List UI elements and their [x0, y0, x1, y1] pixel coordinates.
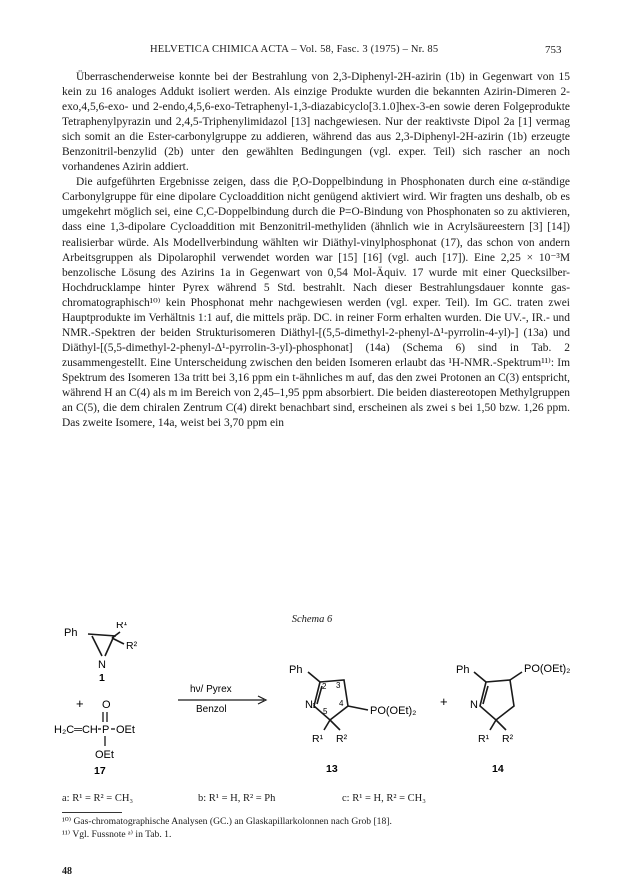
reaction-scheme: [50, 622, 590, 782]
compound-17-label: 17: [94, 765, 106, 777]
product13-ph-label: Ph: [289, 664, 303, 676]
footnote-rule: [62, 812, 122, 813]
product14-ring: [474, 672, 522, 730]
ring13-pos-5: 5: [323, 707, 328, 716]
signature-mark: 48: [62, 866, 72, 877]
phosphonate-o-label: O: [102, 699, 111, 711]
product14-r2-label: R²: [502, 733, 514, 745]
phosphonate-oet-bottom: OEt: [95, 749, 114, 761]
azirine-r2-label: R²: [126, 640, 138, 652]
body-text: [62, 70, 570, 431]
product14-phosphonate-label: PO(OEt)₂: [524, 663, 571, 675]
paragraph-1: Überraschenderweise konnte bei der Bestrahlung von 2,3-Diphenyl-2H-azirin (1b) in Gegenwart von 15 kein zu 16 analoges Addukt isoliert werden. Als einzige Produkte wurden die bekannten Azirin-Dimeren 2-exo,4,5,6-exo- und 2-endo,4,5,6-exo-Tetraphenyl-1,3-diazabicyclo[3.1.0]hex-3-en sowie deren Folgeprodukte Tetraphenylpyrazin und 2,4,5-Triphenylimidazol [13] nachgewiesen. Nur der reaktivste Dipol 2a [1] vermag sich somit an die Ester-carbonylgruppe zu addieren, während das aus 2,3-Diphenyl-2H-azirin (1b) erzeugte Benzonitril-benzylid (2b) unter den gewählten Bedingungen (vgl. exper. Teil) sich rascher an noch vorhandenes Azirin addiert.: [62, 71, 570, 174]
legend-a: a: R¹ = R² = CH₃: [62, 793, 134, 804]
plus-sign-right: +: [440, 694, 448, 709]
azirine-n-label: N: [98, 659, 106, 671]
footnotes: [62, 815, 570, 841]
product13-r1-label: R¹: [312, 733, 324, 745]
phosphonate-vinyl-label: H₂C═CH: [54, 724, 98, 736]
phosphonate-oet-right: OEt: [116, 724, 135, 736]
azirine-structure: [88, 632, 124, 656]
arrow-condition-top: hν/ Pyrex: [190, 684, 232, 695]
product13-phosphonate-label: PO(OEt)₂: [370, 705, 417, 717]
plus-sign-left: +: [76, 696, 84, 711]
reaction-arrow: [178, 696, 266, 704]
journal-header: HELVETICA CHIMICA ACTA – Vol. 58, Fasc. 3 (1975) – Nr. 85: [150, 44, 439, 55]
ring13-pos-3: 3: [336, 681, 341, 690]
ring13-pos-4: 4: [339, 699, 344, 708]
legend-b: b: R¹ = H, R² = Ph: [198, 793, 276, 804]
page-number: 753: [545, 44, 562, 56]
arrow-condition-bottom: Benzol: [196, 704, 227, 715]
footnote-10: ¹⁰⁾ Gas-chromatographische Analysen (GC.) an Glaskapillarkolonnen nach Grob [18].: [62, 816, 392, 827]
scheme-title: Schema 6: [291, 614, 333, 625]
paragraph-2: Die aufgeführten Ergebnisse zeigen, dass die P,O-Doppelbindung in Phosphonaten durch eine α-ständige Carbonylgruppe für eine dipolare Cycloaddition nicht genügend aktiviert wird. Wir fragten uns deshalb, ob es umgekehrt möglich sei, eine C,C-Doppelbindung durch die P=O-Bindung von Phosphonaten so zu aktivieren, dass eine 1,3-dipolare Cycloaddition mit Benzonitril-methyliden (ähnlich wie in Acrylsäureestern [3] [14]) realisierbar würde. Als Modellverbindung wählten wir Diäthyl-vinylphosphonat (17), das schon von andern Arbeitsgruppen als Dipolarophil verwendet worden war [15] [16] (vgl. auch [17]). Eine 2,25 × 10⁻³M benzolische Lösung des Azirins 1a in Gegenwart von 0,54 Mol-Äquiv. 17 wurde mit einer Quecksilber-Hochdrucklampe hinter Pyrex während 5 Std. bestrahlt. Nach dieser Bestrahlungsdauer konnte gas-chromatographisch¹⁰⁾ kein Phosphonat mehr nachgewiesen werden (vgl. exper. Teil). Im GC. traten zwei Hauptprodukte im Verhältnis 1:1 auf, die mittels präp. DC. in reiner Form erhalten wurden. Die UV.-, IR.- und NMR.-Spektren der beiden Strukturisomeren Diäthyl-[(5,5-dimethyl-2-phenyl-Δ¹-pyrrolin-4-yl)-] (13a) und Diäthyl-[(5,5-dimethyl-2-phenyl-Δ¹-pyrrolin-3-yl)-phosphonat] (14a) (Schema 6) sind in Tab. 2 zusammengestellt. Eine Unterscheidung zwischen den beiden Isomeren erlaubt das ¹H-NMR.-Spektrum¹¹⁾: Im Spektrum des Isomeren 13a tritt bei 3,16 ppm ein t-ähnliches m auf, das den zwei Protonen an C(3) entspricht, während H an C(4) als m im Bereich von 2,45–1,95 ppm absorbiert. Die beiden diastereotopen Methylgruppen an C(5), die dem chiralen Zentrum C(4) direkt benachbart sind, erscheinen als zwei s bei 1,50 bzw. 1,26 ppm. Das zweite Isomere, 14a, weist bei 3,70 ppm ein: [62, 176, 570, 430]
ring13-pos-2: 2: [322, 682, 327, 691]
product14-ph-label: Ph: [456, 664, 470, 676]
azirine-r1-label: R¹: [116, 622, 128, 631]
page-header: [0, 44, 624, 62]
ring13-n-label: N: [305, 699, 313, 711]
reaction-scheme-drawing: [50, 622, 590, 782]
ring14-n-label: N: [470, 699, 478, 711]
footnote-11: ¹¹⁾ Vgl. Fussnote ᵃ⁾ in Tab. 1.: [62, 829, 172, 840]
compound-14-label: 14: [492, 763, 504, 775]
compound-1-label: 1: [99, 672, 105, 684]
compound-13-label: 13: [326, 763, 338, 775]
azirine-ph-label: Ph: [64, 627, 78, 639]
phosphonate-p-label: P: [102, 724, 110, 736]
product13-r2-label: R²: [336, 733, 348, 745]
legend-c: c: R¹ = H, R² = CH₃: [342, 793, 426, 804]
ring13-pos-1: 1: [312, 703, 316, 710]
product14-r1-label: R¹: [478, 733, 490, 745]
